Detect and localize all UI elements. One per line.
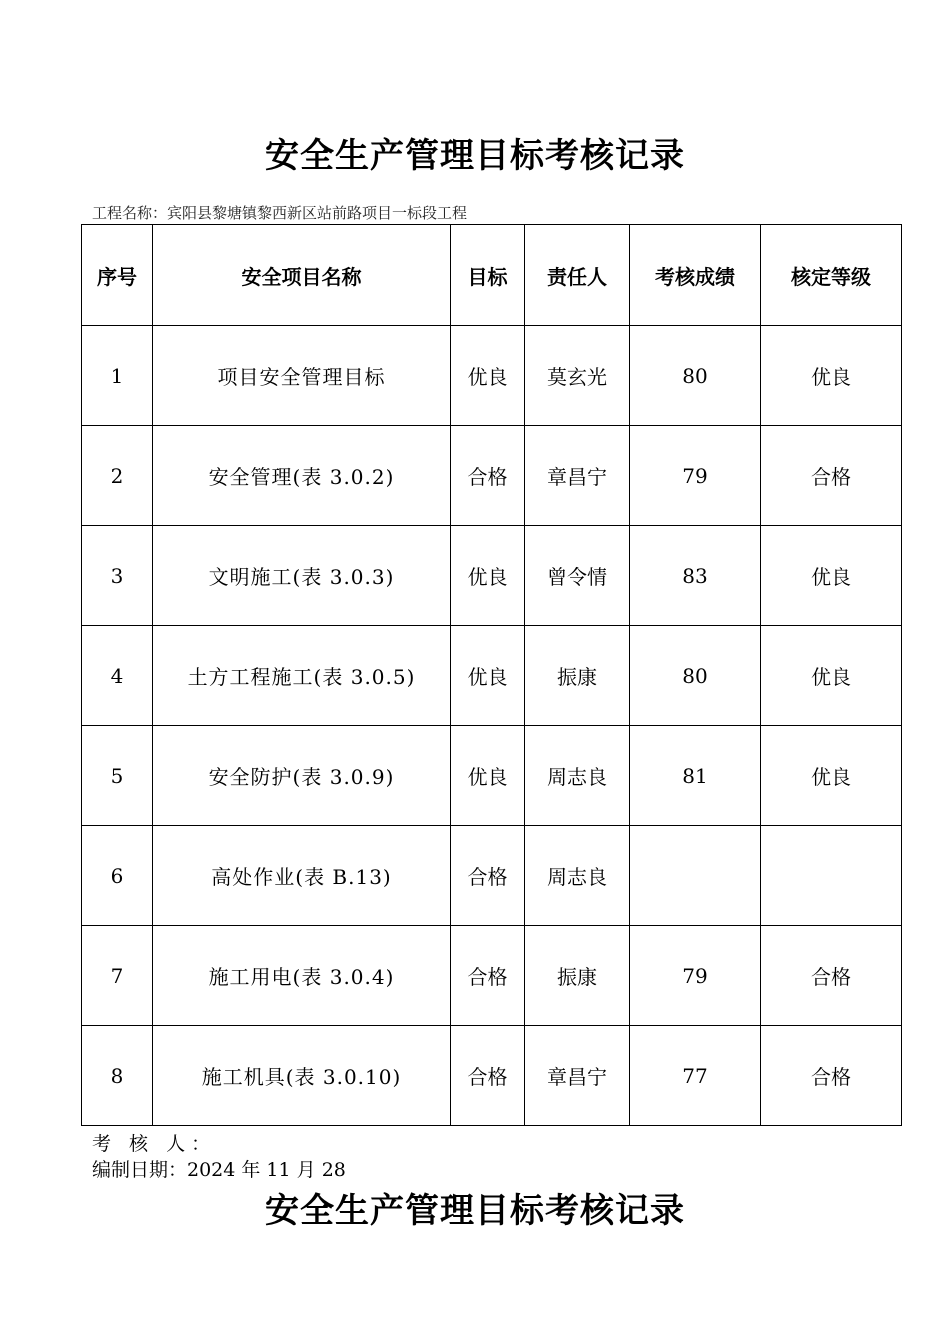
cell-index: 5 (82, 726, 153, 826)
cell-target: 优良 (451, 626, 525, 726)
cell-score: 80 (630, 326, 761, 426)
column-header-score: 考核成绩 (630, 225, 761, 326)
cell-target: 合格 (451, 926, 525, 1026)
column-header-responsible: 责任人 (525, 225, 630, 326)
reviewer-label: 考 核 人： (92, 1133, 217, 1155)
cell-item-name: 项目安全管理目标 (153, 326, 451, 426)
cell-score: 79 (630, 426, 761, 526)
cell-item-name: 高处作业(表 B.13) (153, 826, 451, 926)
cell-index: 4 (82, 626, 153, 726)
page-title-repeat: 安全生产管理目标考核记录 (265, 1191, 685, 1231)
cell-responsible: 莫玄光 (525, 326, 630, 426)
cell-target: 优良 (451, 326, 525, 426)
cell-grade: 合格 (761, 426, 902, 526)
cell-responsible: 曾令情 (525, 526, 630, 626)
column-header-item-name: 安全项目名称 (153, 225, 451, 326)
cell-score: 83 (630, 526, 761, 626)
cell-item-name: 安全管理(表 3.0.2) (153, 426, 451, 526)
cell-responsible: 振康 (525, 926, 630, 1026)
cell-index: 3 (82, 526, 153, 626)
project-name: 工程名称：宾阳县黎塘镇黎西新区站前路项目一标段工程 (92, 204, 468, 222)
cell-score (630, 826, 761, 926)
cell-item-name: 安全防护(表 3.0.9) (153, 726, 451, 826)
table-row (82, 926, 902, 1026)
cell-index: 2 (82, 426, 153, 526)
table-row (82, 526, 902, 626)
cell-score: 81 (630, 726, 761, 826)
cell-score: 77 (630, 1026, 761, 1126)
cell-grade: 优良 (761, 326, 902, 426)
cell-target: 合格 (451, 426, 525, 526)
compiled-date: 编制日期：2024 年 11 月 28 (92, 1159, 346, 1181)
cell-grade (761, 826, 902, 926)
cell-target: 优良 (451, 526, 525, 626)
column-header-index: 序号 (82, 225, 153, 326)
cell-score: 79 (630, 926, 761, 1026)
cell-responsible: 章昌宁 (525, 1026, 630, 1126)
cell-score: 80 (630, 626, 761, 726)
cell-grade: 合格 (761, 926, 902, 1026)
table-row (82, 426, 902, 526)
table-header-row (82, 225, 902, 326)
column-header-grade: 核定等级 (761, 225, 902, 326)
cell-responsible: 周志良 (525, 726, 630, 826)
cell-item-name: 土方工程施工(表 3.0.5) (153, 626, 451, 726)
cell-grade: 优良 (761, 726, 902, 826)
cell-index: 7 (82, 926, 153, 1026)
table-row (82, 826, 902, 926)
cell-target: 合格 (451, 1026, 525, 1126)
table-row (82, 626, 902, 726)
table-row (82, 726, 902, 826)
cell-responsible: 章昌宁 (525, 426, 630, 526)
cell-index: 8 (82, 1026, 153, 1126)
cell-target: 合格 (451, 826, 525, 926)
table-row (82, 326, 902, 426)
cell-item-name: 文明施工(表 3.0.3) (153, 526, 451, 626)
cell-grade: 合格 (761, 1026, 902, 1126)
cell-responsible: 振康 (525, 626, 630, 726)
cell-responsible: 周志良 (525, 826, 630, 926)
cell-grade: 优良 (761, 526, 902, 626)
cell-index: 6 (82, 826, 153, 926)
assessment-table (81, 224, 902, 1126)
cell-item-name: 施工用电(表 3.0.4) (153, 926, 451, 1026)
column-header-target: 目标 (451, 225, 525, 326)
table-row (82, 1026, 902, 1126)
cell-index: 1 (82, 326, 153, 426)
page-title: 安全生产管理目标考核记录 (265, 136, 685, 176)
cell-target: 优良 (451, 726, 525, 826)
cell-grade: 优良 (761, 626, 902, 726)
cell-item-name: 施工机具(表 3.0.10) (153, 1026, 451, 1126)
